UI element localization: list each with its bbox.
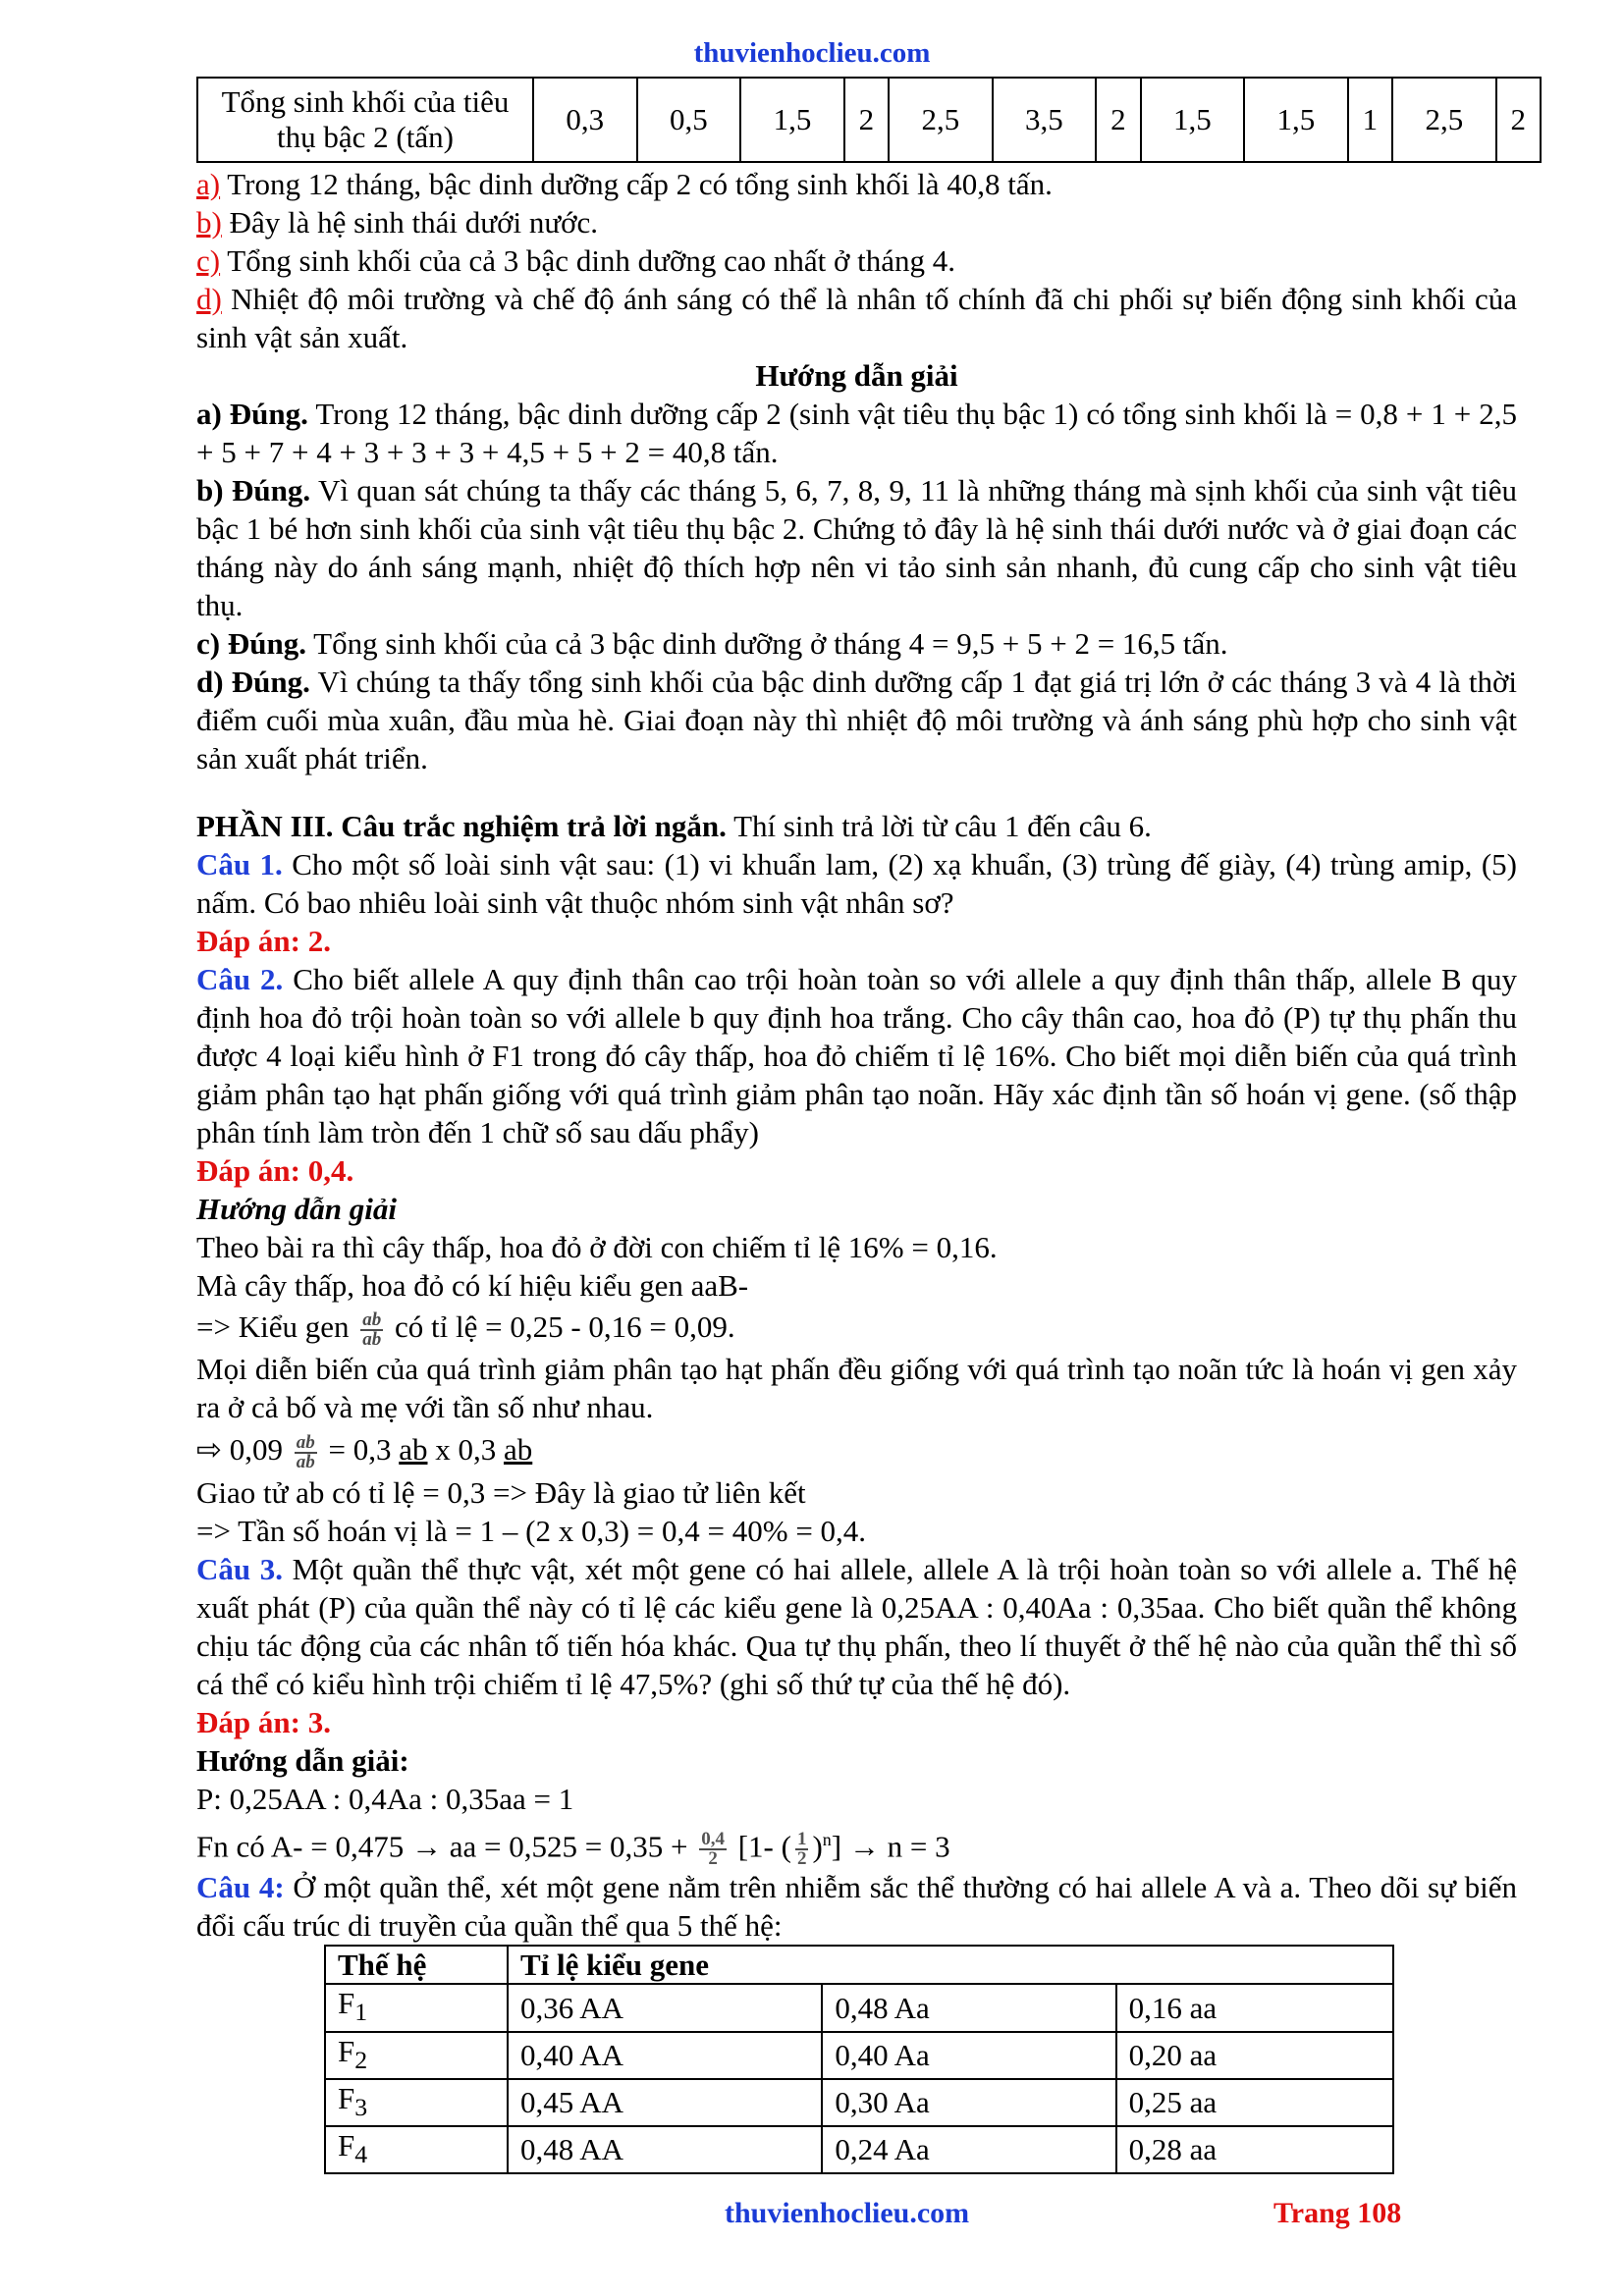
question-label: Câu 4: (196, 1870, 285, 1905)
table-cell: 2,5 (889, 78, 993, 162)
fraction-denominator: ab (296, 1451, 315, 1472)
part3-heading (196, 807, 1517, 845)
question-2 (196, 960, 1517, 1151)
answer-c (196, 624, 1517, 663)
solution-line: Theo bài ra thì cây thấp, hoa đỏ ở đời con chiếm tỉ lệ 16% = 0,16. (196, 1230, 998, 1264)
guide-title: Hướng dẫn giải (755, 358, 958, 393)
answer-key: Đáp án: 0,4. (196, 1153, 354, 1188)
statement-text: Nhiệt độ môi trường và chế độ ánh sáng có thể là nhân tố chính đã chi phối sự biến động sinh khối của sinh vật sản xuất. (196, 282, 1517, 354)
table-cell: 1,5 (1244, 78, 1348, 162)
table-cell: 0,36 AA (508, 1984, 822, 2031)
solution-text: Fn có A- = 0,475 → aa = 0,525 = 0,35 + (196, 1829, 688, 1864)
genotype-fraction (295, 1431, 317, 1472)
solution-text: = 0,3 (328, 1432, 392, 1467)
statement-a (196, 165, 1517, 203)
table-cell: 2,5 (1392, 78, 1496, 162)
statement-text: Trong 12 tháng, bậc dinh dưỡng cấp 2 có tổng sinh khối là 40,8 tấn. (220, 167, 1053, 201)
statement-d (196, 280, 1517, 356)
solution-text: 0,09 (229, 1432, 283, 1467)
table-cell: 0,40 Aa (822, 2032, 1115, 2079)
gamete-label: ab (503, 1432, 533, 1467)
table-cell: 0,24 Aa (822, 2126, 1115, 2173)
question-label: Câu 1. (196, 847, 283, 881)
table-cell: 0,45 AA (508, 2079, 822, 2126)
table-cell: 0,48 Aa (822, 1984, 1115, 2031)
statement-c (196, 241, 1517, 280)
table-row (325, 2032, 1393, 2079)
answer-label: b) Đúng. (196, 473, 311, 507)
table-cell: 1 (1348, 78, 1392, 162)
solution-text: x 0,3 (435, 1432, 497, 1467)
question-1 (196, 845, 1517, 922)
page-number: Trang 108 (1273, 2197, 1402, 2229)
solution-text: có tỉ lệ = 0,25 - 0,16 = 0,09. (394, 1309, 735, 1344)
answer-label: a) Đúng. (196, 397, 308, 431)
answer-d (196, 663, 1517, 777)
table-cell: 2 (1496, 78, 1541, 162)
statement-text: Tổng sinh khối của cả 3 bậc dinh dưỡng cao nhất ở tháng 4. (220, 243, 956, 278)
biomass-table (196, 77, 1542, 163)
fraction-denominator: 2 (708, 1848, 718, 1870)
table-row (325, 2126, 1393, 2173)
solution-line: Mà cây thấp, hoa đỏ có kí hiệu kiểu gen aaB- (196, 1268, 749, 1303)
fraction-numerator: 1 (796, 1829, 807, 1850)
solution-line (196, 1426, 1517, 1473)
question-3 (196, 1550, 1517, 1703)
answer-text: Vì chúng ta thấy tổng sinh khối của bậc dinh dưỡng cấp 1 đạt giá trị lớn ở các tháng 3 và 4 là thời điểm cuối mùa xuân, đầu mùa hè. Giai đoạn này thì nhiệt độ môi trường và ánh sáng phù hợp cho sinh vật sản xuất phát triển. (196, 665, 1517, 775)
solution-text: [1- ( (737, 1829, 791, 1864)
table-row (325, 1984, 1393, 2031)
table-header-row (325, 1946, 1393, 1984)
table-cell: 1,5 (740, 78, 844, 162)
table-cell: 0,40 AA (508, 2032, 822, 2079)
guide-title: Hướng dẫn giải: (196, 1743, 409, 1778)
solution-line (196, 1818, 1517, 1868)
gamete-label: ab (399, 1432, 428, 1467)
answer-text: Trong 12 tháng, bậc dinh dưỡng cấp 2 (sinh vật tiêu thụ bậc 1) có tổng sinh khối là = 0,8 + 1 + 2,5 + 5 + 7 + 4 + 3 + 3 + 3 + 4,5 + 5 + 2 = 40,8 tấn. (196, 397, 1517, 469)
table-cell: 2 (1096, 78, 1140, 162)
generation-cell: $F_3$ (325, 2079, 508, 2126)
answer-b (196, 471, 1517, 624)
solution-line: P: 0,25AA : 0,4Aa : 0,35aa = 1 (196, 1782, 574, 1816)
solution-line: Mọi diễn biến của quá trình giảm phân tạo hạt phấn đều giống với quá trình tạo noãn tức là hoán vị gen xảy ra ở cả bố và mẹ với tần số như nhau. (196, 1352, 1517, 1424)
solution-line (196, 1305, 1517, 1350)
answer-key: Đáp án: 2. (196, 924, 331, 958)
content (196, 165, 1517, 2174)
answer-label: c) Đúng. (196, 626, 306, 661)
solution-line: Giao tử ab có tỉ lệ = 0,3 => Đây là giao tử liên kết (196, 1475, 806, 1510)
table-row (325, 2079, 1393, 2126)
table-cell: 0,20 aa (1116, 2032, 1393, 2079)
statement-label: a) (196, 167, 221, 201)
genotype-fraction (360, 1308, 383, 1350)
table-cell: 0,28 aa (1116, 2126, 1393, 2173)
question-label: Câu 2. (196, 962, 284, 996)
part3-title: PHẦN III. Câu trắc nghiệm trả lời ngắn. (196, 809, 727, 843)
table-cell: 0,25 aa (1116, 2079, 1393, 2126)
solution-text: ] → n = 3 (831, 1829, 950, 1864)
footer-site: thuvienhoclieu.com (725, 2197, 970, 2229)
table-cell: 1,5 (1141, 78, 1245, 162)
table-cell: 0,3 (533, 78, 637, 162)
site-header: thuvienhoclieu.com (693, 37, 931, 69)
fraction (795, 1831, 809, 1868)
statement-b (196, 203, 1517, 241)
fraction-numerator: 0,4 (701, 1829, 725, 1850)
answer-label: d) Đúng. (196, 665, 310, 699)
table-cell: 0,16 aa (1116, 1984, 1393, 2031)
generation-cell: $F_1$ (325, 1984, 508, 2031)
solution-line: => Tần số hoán vị là = 1 – (2 x 0,3) = 0,4 = 40% = 0,4. (196, 1514, 867, 1548)
generation-cell: $F_4$ (325, 2126, 508, 2173)
table-cell: 2 (844, 78, 889, 162)
table-cell: 3,5 (993, 78, 1097, 162)
statement-label: c) (196, 243, 221, 278)
answer-text: Tổng sinh khối của cả 3 bậc dinh dưỡng ở tháng 4 = 9,5 + 5 + 2 = 16,5 tấn. (305, 626, 1228, 661)
question-text: Ở một quần thể, xét một gene nằm trên nhiễm sắc thể thường có hai allele A và a. Theo dõi sự biến đổi cấu trúc di truyền của quần thể qua 5 thế hệ: (196, 1870, 1517, 1944)
genotype-table (324, 1945, 1394, 2174)
question-label: Câu 3. (196, 1552, 284, 1586)
table-cell: 0,5 (637, 78, 741, 162)
statement-label: d) (196, 282, 222, 316)
answer-text: Vì quan sát chúng ta thấy các tháng 5, 6, 7, 8, 9, 11 là những tháng mà sịnh khối của sinh vật tiêu bậc 1 bé hơn sinh khối của sinh vật tiêu thụ bậc 2. Chứng tỏ đây là hệ sinh thái dưới nước và ở giai đoạn các tháng này do ánh sáng mạnh, nhiệt độ thích hợp nên vi tảo sinh sản nhanh, đủ cung cấp cho sinh vật tiêu thụ. (196, 473, 1517, 622)
fraction-denominator: ab (362, 1328, 382, 1350)
fraction-denominator: 2 (796, 1848, 807, 1870)
solution-text: ) (812, 1829, 823, 1864)
column-header: Tỉ lệ kiểu gene (508, 1946, 1393, 1984)
solution-text: => Kiểu gen (196, 1309, 350, 1344)
fraction-numerator: ab (296, 1431, 315, 1453)
statement-text: Đây là hệ sinh thái dưới nước. (221, 205, 599, 240)
question-text: Cho biết allele A quy định thân cao trội hoàn toàn so với allele a quy định thân thấp, allele B quy định hoa đỏ trội hoàn toàn so với allele b quy định hoa trắng. Cho cây thân cao, hoa đỏ (P) tự thụ phấn thu được 4 loại kiểu hình ở F1 trong đó cây thấp, hoa đỏ chiếm tỉ lệ 16%. Cho biết mọi diễn biến của quá trình giảm phân tạo hạt phấn giống với quá trình giảm phân tạo noãn. Hãy xác định tần số hoán vị gene. (số thập phân tính làm tròn đến 1 chữ số sau dấu phẩy) (196, 962, 1517, 1149)
fraction-numerator: ab (362, 1308, 382, 1330)
exponent: n (822, 1830, 832, 1849)
generation-cell: $F_2$ (325, 2032, 508, 2079)
row-label: Tổng sinh khối của tiêu thụ bậc 2 (tấn) (197, 78, 533, 162)
fraction (699, 1831, 727, 1868)
table-row (197, 78, 1541, 162)
column-header: Thế hệ (325, 1946, 508, 1984)
statement-label: b) (196, 205, 222, 240)
answer-a (196, 395, 1517, 471)
table-cell: 0,30 Aa (822, 2079, 1115, 2126)
table-cell: 0,48 AA (508, 2126, 822, 2173)
answer-key: Đáp án: 3. (196, 1705, 331, 1739)
question-text: Một quần thể thực vật, xét một gene có hai allele, allele A là trội hoàn toàn so với allele a. Thế hệ xuất phát (P) của quần thể này có tỉ lệ các kiểu gene là 0,25AA : 0,40Aa : 0,35aa. Cho biết quần thể không chịu tác động của các nhân tố tiến hóa khác. Qua tự thụ phấn, theo lí thuyết ở thế hệ nào của quần thể thì số cá thể có kiểu hình trội chiếm tỉ lệ 47,5%? (ghi số thứ tự của thế hệ đó). (196, 1552, 1517, 1701)
arrow-icon: ⇨ (196, 1432, 222, 1467)
question-text: Cho một số loài sinh vật sau: (1) vi khuẩn lam, (2) xạ khuẩn, (3) trùng đế giày, (4) trùng amip, (5) nấm. Có bao nhiêu loài sinh vật thuộc nhóm sinh vật nhân sơ? (196, 847, 1517, 920)
part3-text: Thí sinh trả lời từ câu 1 đến câu 6. (726, 809, 1152, 843)
question-4 (196, 1868, 1517, 1945)
guide-title: Hướng dẫn giải (196, 1192, 398, 1226)
